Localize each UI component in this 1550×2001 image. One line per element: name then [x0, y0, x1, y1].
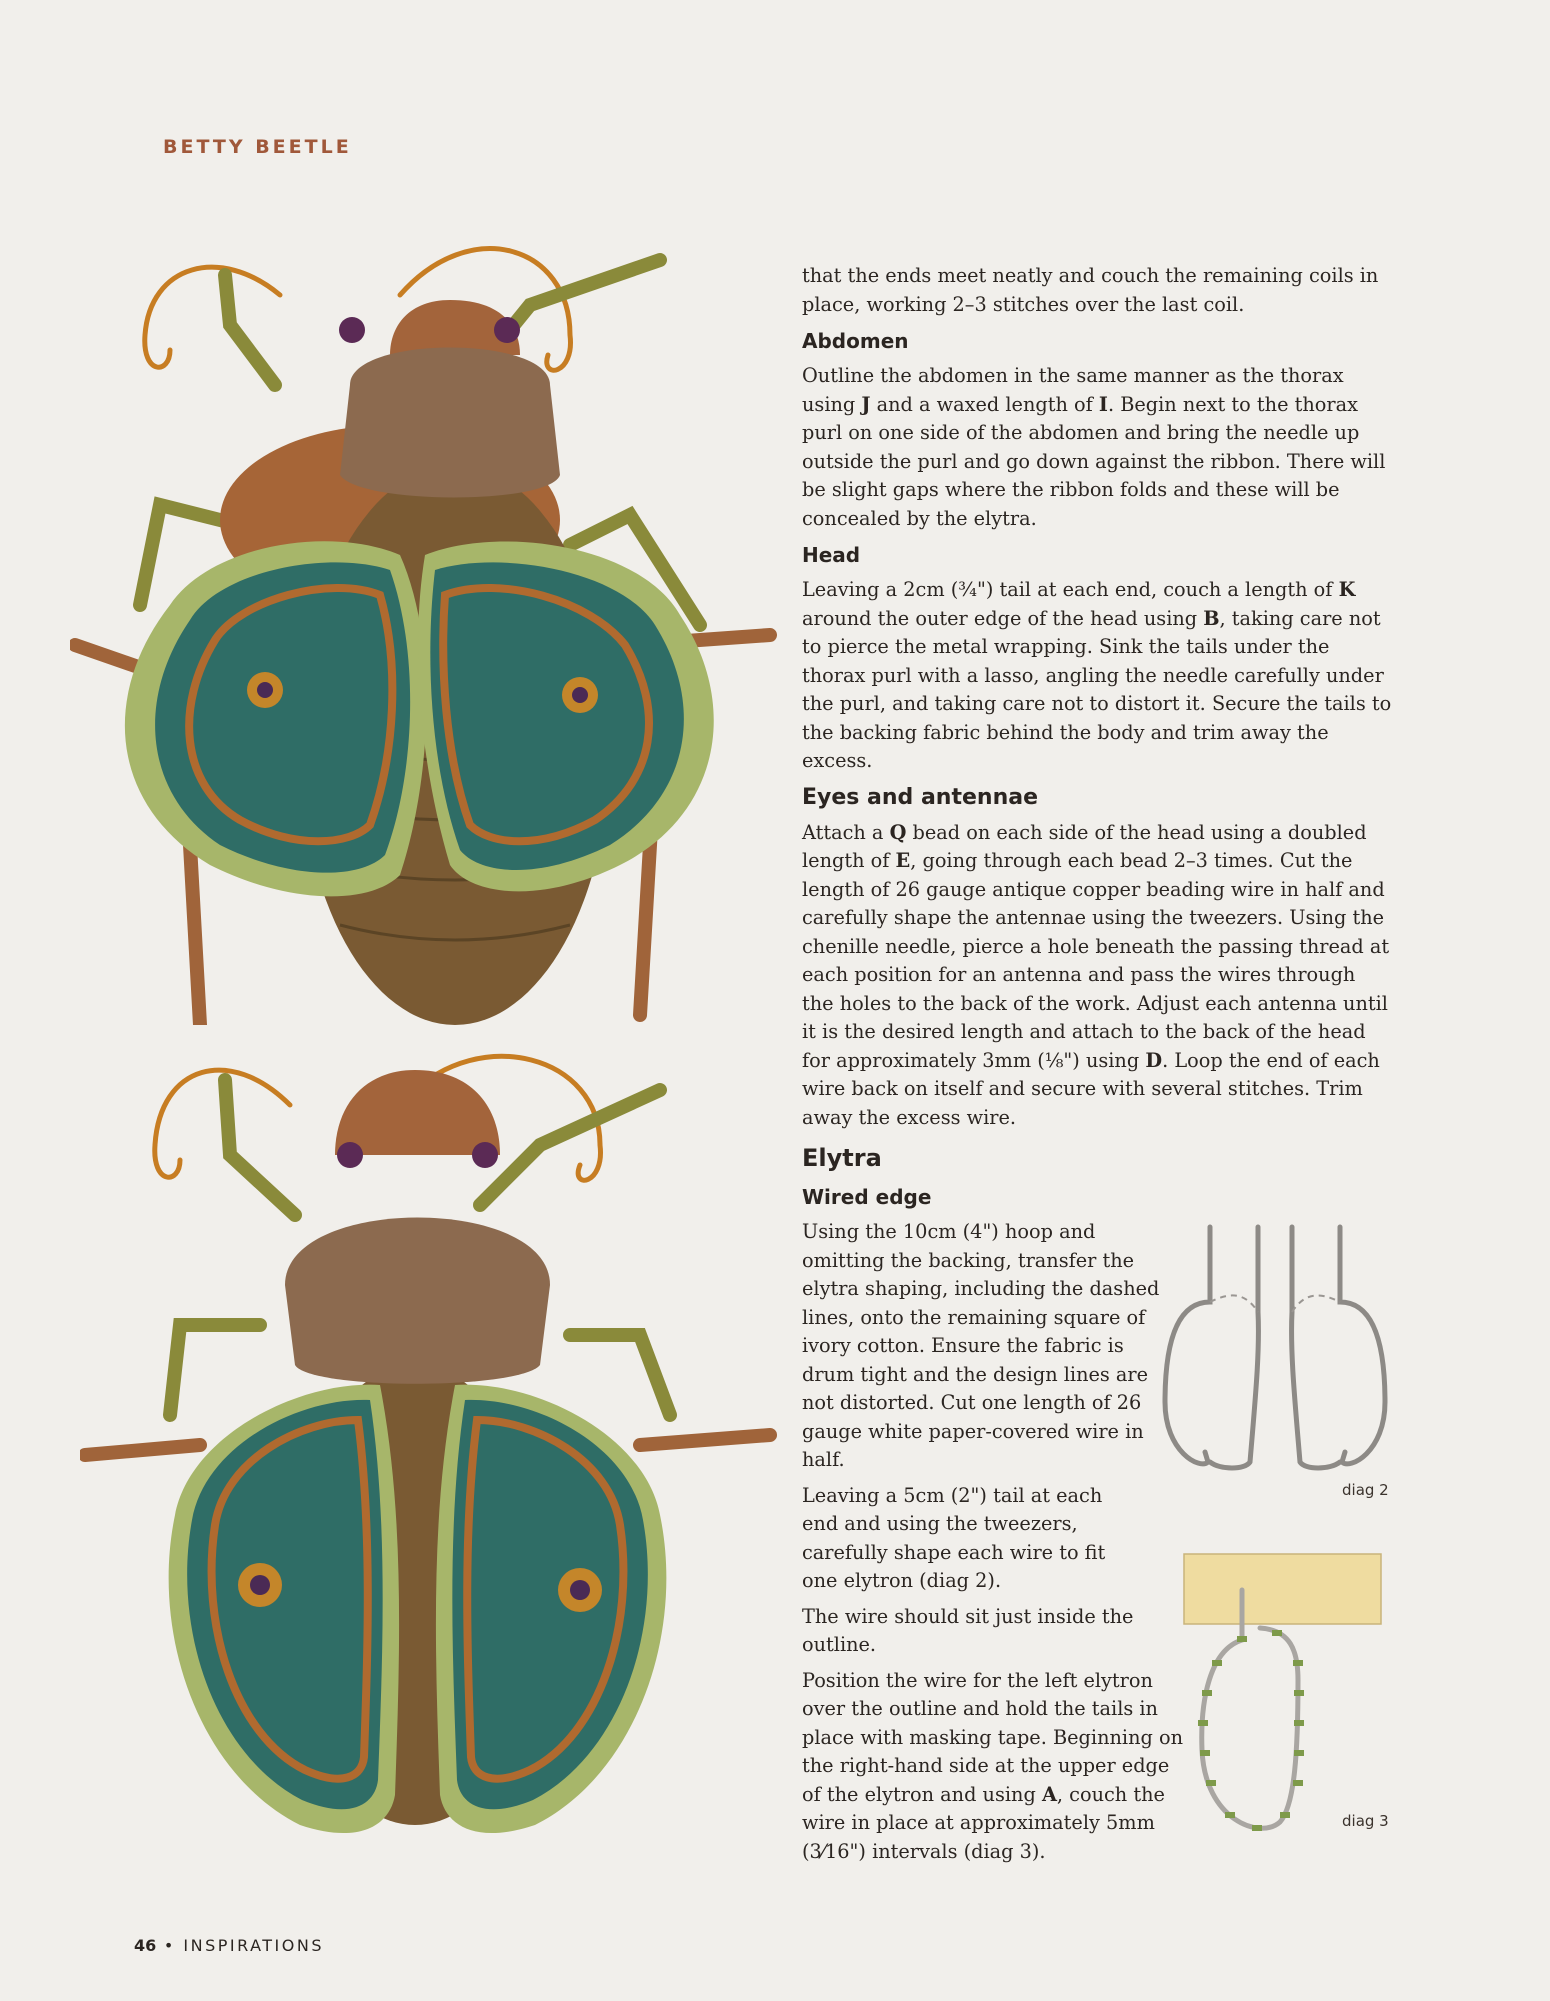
- eyes-antennae-heading: Eyes and antennae: [802, 784, 1038, 810]
- elytra-paragraph-2: Leaving a 5cm (2") tail at each end and using the tweezers, carefully shape each wire to fit one elytron (diag 2).: [802, 1483, 1106, 1592]
- eyes-antennae-paragraph: Attach a Q bead on each side of the head using a doubled length of E, going through each bead 2–3 times. Cut the length of 26 gauge antique copper beading wire in half and carefully shape the antennae using the tweezers. Using the chenille needle, pierce a hole beneath the passing thread at each position for an antenna and pass the wires through the holes to the back of the work. Adjust each antenna until it is the desired length and attach to the back of the head for approximately 3mm (⅛") using D. Loop the end of each wire back on itself and secure with several stitches. Trim away the excess wire.: [802, 820, 1390, 1129]
- magazine-name: INSPIRATIONS: [183, 1936, 324, 1955]
- masking-tape: [1184, 1554, 1381, 1624]
- section-label: BETTY BEETLE: [163, 136, 352, 158]
- head-heading: Head: [802, 543, 861, 567]
- page-footer: [134, 1936, 324, 1955]
- elytra-paragraph-1: Using the 10cm (4") hoop and omitting the backing, transfer the elytra shaping, including the dashed lines, onto the remaining square of ivory cotton. Ensure the fabric is drum tight and the design lines are not distorted. Cut one length of 26 gauge white paper-covered wire in half.: [802, 1220, 1160, 1471]
- page-number: 46: [134, 1936, 157, 1955]
- diag-3-caption: diag 3: [1342, 1812, 1389, 1830]
- beetle-photo-top: [70, 225, 790, 1025]
- footer-separator: •: [163, 1936, 176, 1955]
- diagram-2-wires: [1160, 1222, 1390, 1477]
- elytra-heading: Elytra: [802, 1144, 882, 1172]
- wired-edge-subheading: Wired edge: [802, 1185, 932, 1209]
- elytra-paragraph-3: The wire should sit just inside the outline.: [802, 1604, 1134, 1656]
- beetle-photo-bottom: [80, 1035, 780, 1835]
- abdomen-paragraph: Outline the abdomen in the same manner as the thorax using J and a waxed length of I. Begin next to the thorax purl on one side of the abdomen and bring the needle up outside the purl and go down against the ribbon. There will be slight gaps where the ribbon folds and these will be concealed by the elytra.: [802, 364, 1386, 530]
- diag-2-caption: diag 2: [1342, 1481, 1389, 1499]
- intro-paragraph: that the ends meet neatly and couch the remaining coils in place, working 2–3 stitches over the last coil.: [802, 264, 1379, 316]
- head-paragraph: Leaving a 2cm (¾") tail at each end, couch a length of K around the outer edge of the head using B, taking care not to pierce the metal wrapping. Sink the tails under the thorax purl with a lasso, angling the needle carefully under the purl, and taking care not to distort it. Secure the tails to the backing fabric behind the body and trim away the excess.: [802, 578, 1392, 772]
- elytra-paragraph-4: Position the wire for the left elytron over the outline and hold the tails in place with masking tape. Beginning on the right-hand side at the upper edge of the elytron and using A, couch the wire in place at approximately 5mm (3⁄16") intervals (diag 3).: [802, 1668, 1183, 1863]
- diagram-3-couched-wire: [1180, 1550, 1385, 1840]
- abdomen-heading: Abdomen: [802, 329, 909, 353]
